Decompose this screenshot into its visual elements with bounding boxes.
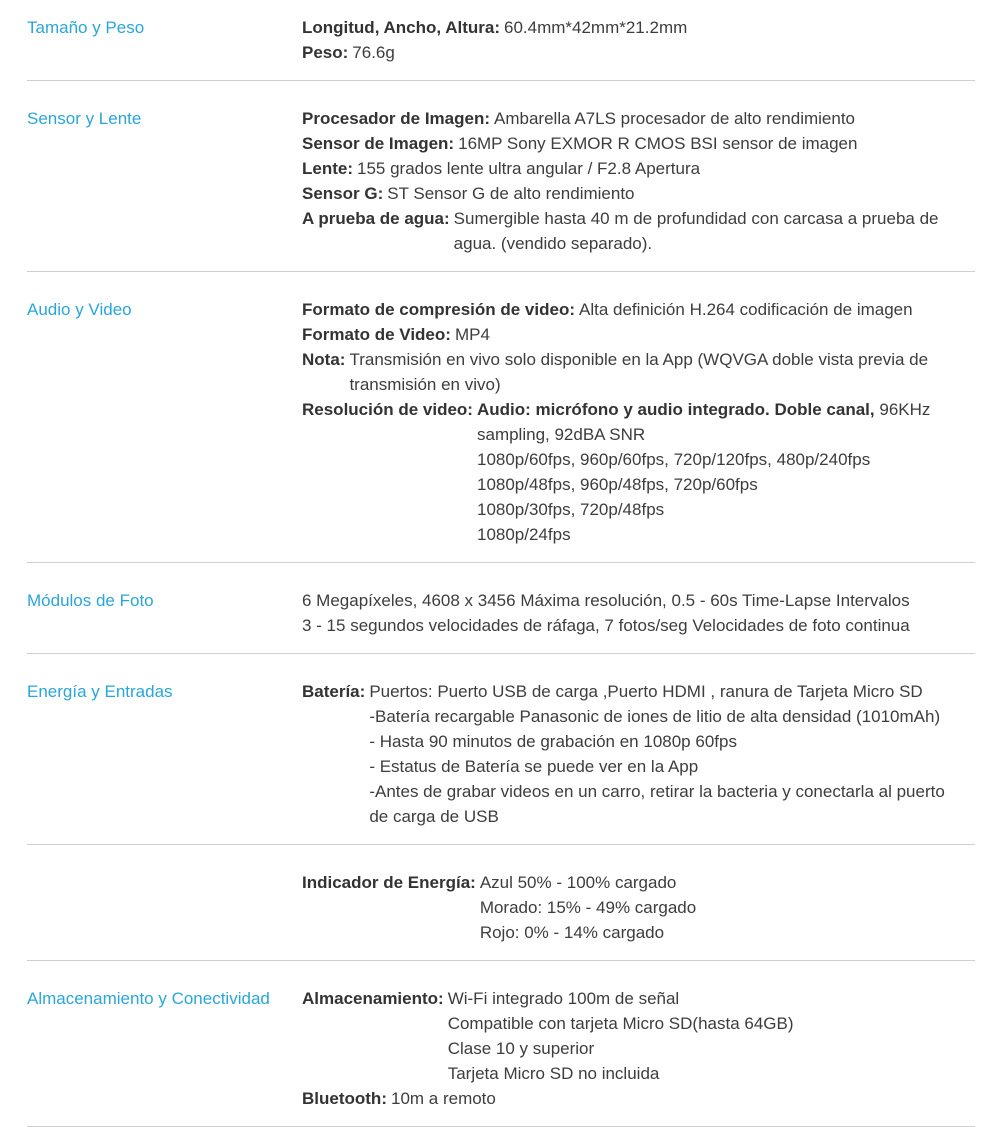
spec-value: - Estatus de Batería se puede ver en la App — [369, 757, 699, 776]
spec-line — [302, 15, 975, 40]
category-title: Tamaño y Peso — [27, 18, 145, 37]
spec-details — [302, 679, 975, 829]
spec-details — [302, 870, 975, 945]
spec-value: 1080p/30fps, 720p/48fps — [476, 500, 665, 519]
spec-label: Sensor G: — [302, 184, 384, 203]
spec-table — [27, 0, 975, 1127]
spec-value: Transmisión en vivo solo disponible en la App (WQVGA doble vista previa de transmisión en vivo) — [349, 350, 929, 394]
spec-row-audio-video — [27, 297, 975, 563]
category-title: Sensor y Lente — [27, 109, 142, 128]
spec-label: Sensor de Imagen: — [302, 134, 455, 153]
spec-line — [302, 181, 975, 206]
spec-label: A prueba de agua: — [302, 209, 450, 228]
spec-line — [302, 397, 975, 547]
spec-row-storage-connectivity — [27, 986, 975, 1127]
spec-value: -Antes de grabar videos en un carro, retirar la bacteria y conectarla al puerto de carga de USB — [369, 782, 945, 826]
spec-value: Sumergible hasta 40 m de profundidad con carcasa a prueba de agua. (vendido separado). — [453, 209, 939, 253]
spec-value: 76.6g — [352, 43, 395, 62]
spec-label: Formato de compresión de video: — [302, 300, 575, 319]
spec-line — [302, 206, 975, 256]
spec-line — [302, 156, 975, 181]
spec-value: Morado: 15% - 49% cargado — [479, 898, 697, 917]
spec-value: Wi-Fi integrado 100m de señal — [447, 989, 680, 1008]
spec-label: Indicador de Energía: — [302, 873, 476, 892]
spec-details — [302, 297, 975, 547]
spec-value: 1080p/48fps, 960p/48fps, 720p/60fps — [476, 475, 758, 494]
spec-details — [302, 15, 975, 65]
spec-line — [302, 322, 975, 347]
spec-value: -Batería recargable Panasonic de iones de litio de alta densidad (1010mAh) — [369, 707, 941, 726]
spec-value: 3 - 15 segundos velocidades de ráfaga, 7 fotos/seg Velocidades de foto continua — [302, 616, 910, 635]
spec-label: Lente: — [302, 159, 353, 178]
spec-row-power-indicator — [27, 870, 975, 961]
spec-row-power-io — [27, 679, 975, 845]
spec-details — [302, 986, 975, 1111]
spec-value: 60.4mm*42mm*21.2mm — [503, 18, 688, 37]
spec-details — [302, 588, 975, 638]
spec-value: Azul 50% - 100% cargado — [479, 873, 677, 892]
spec-value: Alta definición H.264 codificación de imagen — [579, 300, 913, 319]
spec-value: Ambarella A7LS procesador de alto rendimiento — [494, 109, 856, 128]
spec-value — [477, 397, 945, 447]
spec-details — [302, 106, 975, 256]
spec-label: Bluetooth: — [302, 1089, 387, 1108]
spec-label: Peso: — [302, 43, 349, 62]
spec-label: Nota: — [302, 350, 346, 369]
spec-line — [302, 40, 975, 65]
spec-value: 1080p/24fps — [476, 525, 571, 544]
spec-label: Longitud, Ancho, Altura: — [302, 18, 500, 37]
spec-line — [302, 870, 975, 945]
spec-line — [302, 131, 975, 156]
spec-value: Rojo: 0% - 14% cargado — [479, 923, 665, 942]
spec-value: - Hasta 90 minutos de grabación en 1080p 60fps — [369, 732, 737, 751]
spec-label: Procesador de Imagen: — [302, 109, 491, 128]
spec-line — [302, 679, 975, 829]
spec-value: 6 Megapíxeles, 4608 x 3456 Máxima resolución, 0.5 - 60s Time-Lapse Intervalos — [302, 591, 910, 610]
spec-row-size-weight — [27, 15, 975, 81]
spec-line — [302, 986, 975, 1086]
spec-value: MP4 — [454, 325, 490, 344]
spec-line — [302, 297, 975, 322]
spec-label: Almacenamiento: — [302, 989, 444, 1008]
spec-value: Clase 10 y superior — [447, 1039, 595, 1058]
spec-value: 155 grados lente ultra angular / F2.8 Apertura — [357, 159, 701, 178]
category-title: Almacenamiento y Conectividad — [27, 989, 270, 1008]
spec-value: 16MP Sony EXMOR R CMOS BSI sensor de imagen — [458, 134, 858, 153]
spec-value-text: 96KHz sampling, 92dBA SNR — [476, 400, 931, 444]
spec-value: 10m a remoto — [390, 1089, 496, 1108]
spec-value: ST Sensor G de alto rendimiento — [387, 184, 635, 203]
spec-bold-prefix: Audio: micrófono y audio integrado. Doble canal, — [476, 400, 875, 419]
spec-line — [302, 347, 975, 397]
category-title — [27, 870, 302, 945]
category-title: Energía y Entradas — [27, 682, 173, 701]
spec-label: Formato de Video: — [302, 325, 451, 344]
spec-value: Compatible con tarjeta Micro SD(hasta 64GB) — [447, 1014, 794, 1033]
spec-line — [302, 1086, 975, 1111]
spec-label: Batería: — [302, 682, 366, 701]
spec-value: Puertos: Puerto USB de carga ,Puerto HDMI , ranura de Tarjeta Micro SD — [369, 682, 923, 701]
spec-value: 1080p/60fps, 960p/60fps, 720p/120fps, 480p/240fps — [476, 450, 871, 469]
spec-row-photo-modes — [27, 588, 975, 654]
spec-value: Tarjeta Micro SD no incluida — [447, 1064, 660, 1083]
category-title: Audio y Video — [27, 300, 132, 319]
spec-line — [302, 106, 975, 131]
spec-row-sensor-lens — [27, 106, 975, 272]
category-title: Módulos de Foto — [27, 591, 154, 610]
spec-label: Resolución de video: — [302, 400, 473, 419]
